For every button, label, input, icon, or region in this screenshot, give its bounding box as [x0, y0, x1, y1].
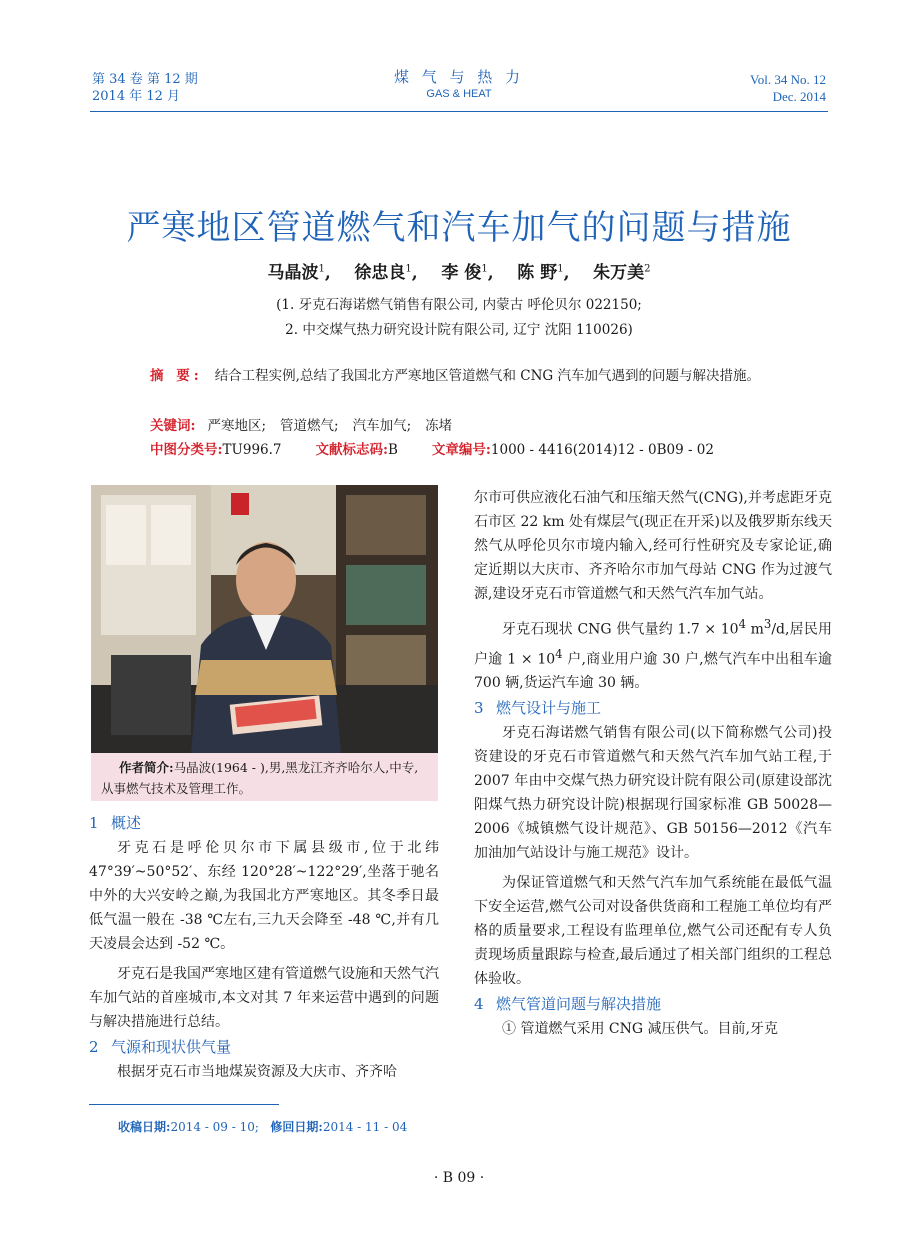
article-title: 严寒地区管道燃气和汽车加气的问题与措施	[126, 208, 792, 248]
abstract-label: 摘 要:	[150, 368, 203, 384]
keywords-label: 关键词:	[150, 418, 196, 434]
affiliation-1: (1. 牙克石海诺燃气销售有限公司, 内蒙古 呼伦贝尔 022150;	[276, 297, 642, 313]
paragraph: ① 管道燃气采用 CNG 减压供气。目前,牙克	[502, 1021, 778, 1038]
bio-label: 作者简介:	[119, 760, 174, 775]
section-heading: 3 燃气设计与施工	[474, 699, 602, 718]
header-rule	[90, 111, 828, 112]
keyword: 管道燃气;	[280, 418, 339, 434]
revised-date: 2014 - 11 - 04	[322, 1120, 408, 1134]
journal-name-cn: 煤 气 与 热 力	[393, 68, 525, 86]
paragraph: 牙克石是我国严寒地区建有管道燃气设施和天然气汽车加气站的首座城市,本文对其 7 年来运营中遇到的问题与解决措施进行总结。	[89, 966, 439, 1030]
footnote-dates	[118, 1118, 407, 1135]
author-bio	[91, 753, 438, 801]
doc-code-value: B	[388, 442, 398, 458]
footnote-rule	[89, 1104, 279, 1105]
paragraph: 牙克石现状 CNG 供气量约 $1.7 \times 10^4$ $m^3/d$,居民用户逾 $1 \times 10^4$ 户,商业用户逾 30 户,燃气汽车中出租车逾 700 辆,货运汽车逾 30 辆。	[474, 617, 832, 692]
revised-label: 修回日期:	[270, 1120, 323, 1134]
author-list: 马晶波$^1$, 徐忠良$^1$, 李 俊$^1$, 陈 野$^1$, 朱万美$^2$	[267, 263, 651, 283]
abstract	[120, 365, 810, 387]
keyword: 汽车加气;	[352, 418, 412, 434]
section-heading: 4 燃气管道问题与解决措施	[474, 995, 662, 1014]
keywords	[150, 414, 466, 434]
author-photo	[91, 485, 438, 753]
keyword: 冻堵	[425, 418, 453, 434]
author: 徐忠良$^1$	[354, 263, 412, 283]
bio-text: 马晶波(1964 - ),男,黑龙江齐齐哈尔人,中专,从事燃气技术及管理工作。	[101, 760, 419, 796]
journal-name-en: GAS & HEAT	[426, 88, 492, 100]
keyword: 严寒地区;	[207, 418, 267, 434]
article-id-label: 文章编号:	[431, 442, 491, 458]
section-heading: 2 气源和现状供气量	[89, 1038, 232, 1056]
classification-line	[150, 438, 714, 458]
running-head-right	[750, 71, 826, 105]
author: 马晶波$^1$	[267, 263, 325, 283]
author: 朱万美$^2$	[593, 263, 651, 283]
paragraph: 尔市可供应液化石油气和压缩天然气(CNG),并考虑距牙克石市区 22 km 处有煤层气(现正在开采)以及俄罗斯东线天然气从呼伦贝尔市境内输入,经可行性研究及专家论证,确定近期以大庆市、齐齐哈尔市加气母站 CNG 作为过渡气源,建设牙克石市管道燃气和天然气汽车加气站。	[474, 490, 832, 602]
page-number: · B 09 ·	[433, 1170, 485, 1186]
paragraph: 为保证管道燃气和天然气汽车加气系统能在最低气温下安全运营,燃气公司对设备供货商和工程施工单位均有严格的质量要求,工程设有监理单位,燃气公司还配有专人负责现场质量跟踪与检查,最后通过了相关部门组织的工程总体验收。	[474, 875, 832, 988]
article-id-value: 1000 - 4416(2014)12 - 0B09 - 02	[490, 442, 714, 458]
author: 陈 野$^1$	[517, 263, 564, 283]
clc-value: TU996.7	[222, 442, 282, 458]
volume-issue-cn: 第 34 卷 第 12 期	[92, 72, 198, 87]
received-label: 收稿日期:	[118, 1120, 171, 1134]
date-en: Dec. 2014	[772, 89, 826, 104]
section-heading: 1 概述	[89, 814, 142, 832]
author: 李 俊$^1$	[441, 263, 488, 283]
paragraph: 根据牙克石市当地煤炭资源及大庆市、齐齐哈	[117, 1064, 397, 1080]
abstract-text: 结合工程实例,总结了我国北方严寒地区管道燃气和 CNG 汽车加气遇到的问题与解决措施。	[214, 368, 760, 384]
paragraph: 牙克石是呼伦贝尔市下属县级市,位于北纬 47°39′~50°52′、东经 120°28′~122°29′,坐落于驰名中外的大兴安岭之巅,为我国北方严寒地区。其冬季日最低气温一般在 -38 ℃左右,三九天会降至 -48 ℃,并有几天凌晨会达到 -52 ℃。	[89, 840, 439, 952]
doc-code-label: 文献标志码:	[315, 442, 388, 458]
received-date: 2014 - 09 - 10;	[170, 1120, 259, 1134]
right-column	[474, 486, 832, 1041]
clc-label: 中图分类号:	[150, 442, 223, 458]
affiliation-2: 2. 中交煤气热力研究设计院有限公司, 辽宁 沈阳 110026)	[285, 322, 633, 338]
left-column	[89, 810, 439, 1084]
date-cn: 2014 年 12 月	[92, 89, 181, 104]
volume-issue-en: Vol. 34 No. 12	[750, 72, 826, 87]
paragraph: 牙克石海诺燃气销售有限公司(以下简称燃气公司)投资建设的牙克石市管道燃气和天然气汽车加气站工程,于 2007 年由中交煤气热力研究设计院有限公司(原建设部沈阳煤气热力研究设计院)根据现行国家标准 GB 50028—2006《城镇燃气设计规范》、GB 50156—2012《汽车加油加气站设计与施工规范》设计。	[474, 725, 832, 862]
